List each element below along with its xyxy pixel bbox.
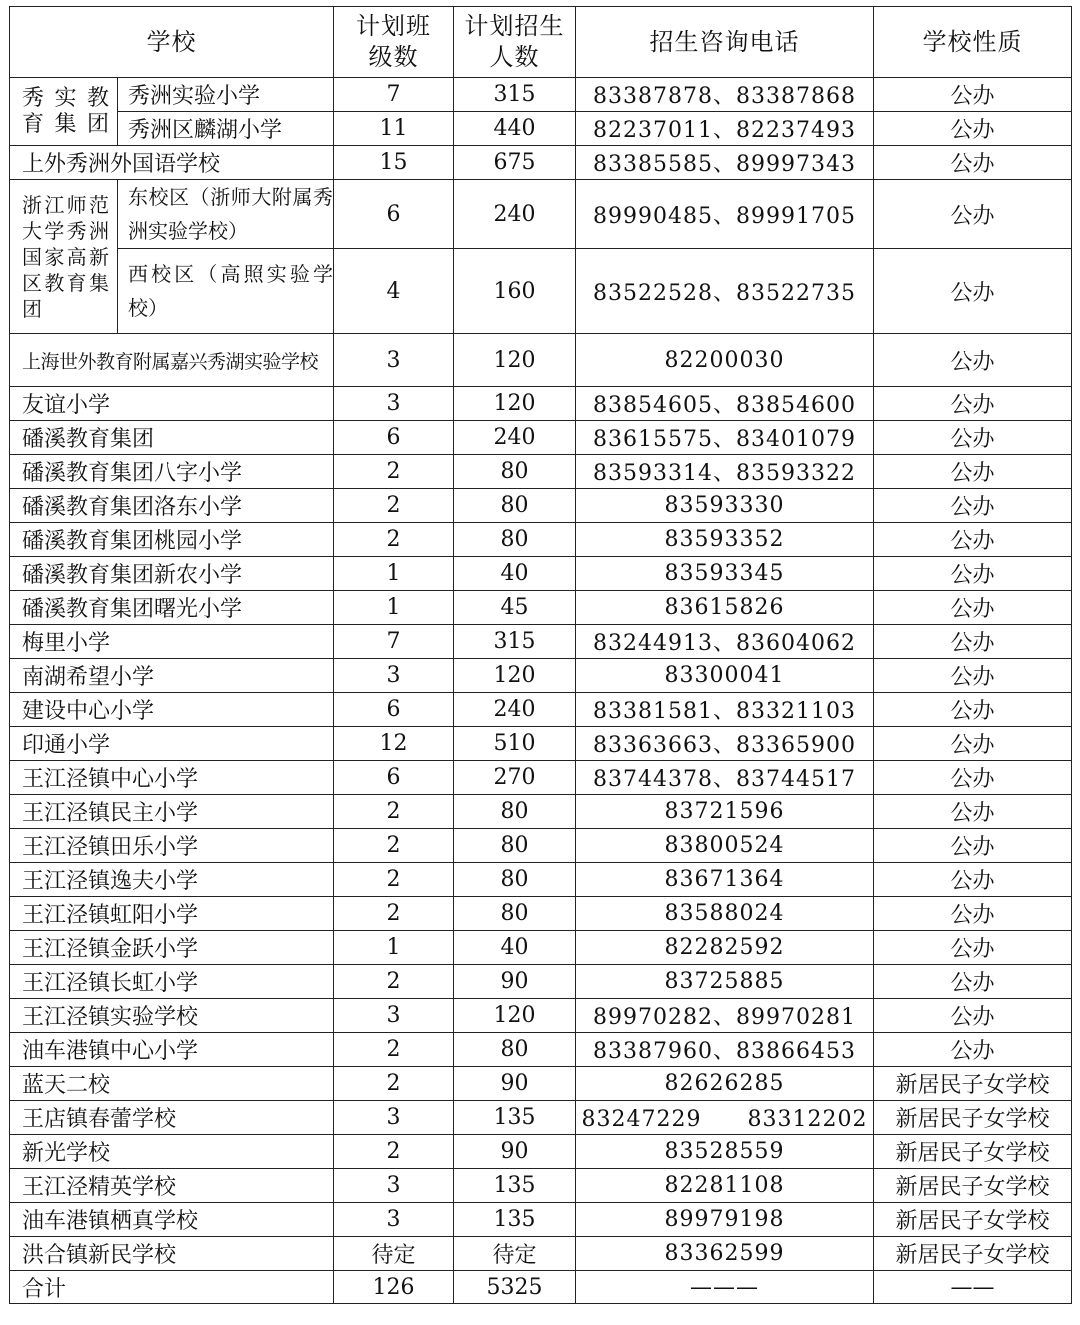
table-row xyxy=(10,659,1072,693)
phone-value: 83671364 xyxy=(576,863,874,897)
enroll-value: 90 xyxy=(454,965,576,999)
enroll-value: 675 xyxy=(454,146,576,180)
classes-value: 3 xyxy=(334,659,454,693)
phone-value: 83244913、83604062 xyxy=(576,625,874,659)
header-row xyxy=(10,7,1072,78)
table-row xyxy=(10,489,1072,523)
total-row xyxy=(10,1271,1072,1304)
enroll-value: 80 xyxy=(454,863,576,897)
type-value: 公办 xyxy=(874,965,1072,999)
school-name: 南湖希望小学 xyxy=(10,659,334,693)
school-name: 秀洲实验小学 xyxy=(118,78,334,112)
enroll-value: 80 xyxy=(454,489,576,523)
type-value: 公办 xyxy=(874,931,1072,965)
type-value: 公办 xyxy=(874,180,1072,249)
table-row xyxy=(10,625,1072,659)
classes-value: 6 xyxy=(334,761,454,795)
phone-value: 89979198 xyxy=(576,1203,874,1237)
table-row xyxy=(10,112,1072,146)
type-value: 公办 xyxy=(874,489,1072,523)
type-value: 公办 xyxy=(874,761,1072,795)
phone-value: 82626285 xyxy=(576,1067,874,1101)
classes-value: 6 xyxy=(334,180,454,249)
school-name: 上外秀洲外国语学校 xyxy=(10,146,334,180)
classes-value: 2 xyxy=(334,489,454,523)
table-row xyxy=(10,1101,1072,1135)
table-row xyxy=(10,387,1072,421)
table-row xyxy=(10,897,1072,931)
classes-value: 待定 xyxy=(334,1237,454,1271)
type-value: 公办 xyxy=(874,693,1072,727)
table-row xyxy=(10,863,1072,897)
table-row xyxy=(10,591,1072,625)
table-row xyxy=(10,523,1072,557)
table-row xyxy=(10,249,1072,334)
type-value: 公办 xyxy=(874,249,1072,334)
type-value: 新居民子女学校 xyxy=(874,1203,1072,1237)
school-name: 西校区（高照实验学校） xyxy=(118,249,334,334)
school-name: 王江泾镇田乐小学 xyxy=(10,829,334,863)
phone-value: 83800524 xyxy=(576,829,874,863)
enroll-value: 270 xyxy=(454,761,576,795)
enroll-value: 90 xyxy=(454,1135,576,1169)
school-name: 王江泾镇长虹小学 xyxy=(10,965,334,999)
enrollment-table xyxy=(9,6,1072,1304)
classes-value: 2 xyxy=(334,1033,454,1067)
header-school: 学校 xyxy=(10,7,334,78)
phone-value: 83528559 xyxy=(576,1135,874,1169)
classes-value: 2 xyxy=(334,965,454,999)
table-row xyxy=(10,999,1072,1033)
phone-value: 83300041 xyxy=(576,659,874,693)
enroll-value: 135 xyxy=(454,1203,576,1237)
type-value: 公办 xyxy=(874,863,1072,897)
school-name: 王店镇春蕾学校 xyxy=(10,1101,334,1135)
enroll-value: 240 xyxy=(454,693,576,727)
total-label: 合计 xyxy=(10,1271,334,1304)
classes-value: 1 xyxy=(334,931,454,965)
classes-value: 2 xyxy=(334,795,454,829)
total-classes: 126 xyxy=(334,1271,454,1304)
type-value: 公办 xyxy=(874,1033,1072,1067)
enroll-value: 135 xyxy=(454,1169,576,1203)
table-row xyxy=(10,761,1072,795)
school-name: 王江泾精英学校 xyxy=(10,1169,334,1203)
classes-value: 3 xyxy=(334,387,454,421)
enroll-value: 90 xyxy=(454,1067,576,1101)
school-name: 磻溪教育集团曙光小学 xyxy=(10,591,334,625)
classes-value: 1 xyxy=(334,557,454,591)
school-name: 王江泾镇民主小学 xyxy=(10,795,334,829)
table-row xyxy=(10,727,1072,761)
enroll-value: 240 xyxy=(454,180,576,249)
phone-value: 83593330 xyxy=(576,489,874,523)
table-row xyxy=(10,1033,1072,1067)
header-phone: 招生咨询电话 xyxy=(576,7,874,78)
enroll-value: 135 xyxy=(454,1101,576,1135)
classes-value: 2 xyxy=(334,1067,454,1101)
group-name-xiushi: 秀实教育集团 xyxy=(10,78,118,146)
phone-value: 83385585、89997343 xyxy=(576,146,874,180)
enroll-value: 80 xyxy=(454,455,576,489)
enroll-value: 120 xyxy=(454,387,576,421)
classes-value: 11 xyxy=(334,112,454,146)
school-name: 秀洲区麟湖小学 xyxy=(118,112,334,146)
phone-value: 83387878、83387868 xyxy=(576,78,874,112)
classes-value: 3 xyxy=(334,1169,454,1203)
classes-value: 4 xyxy=(334,249,454,334)
school-name: 磻溪教育集团洛东小学 xyxy=(10,489,334,523)
phone-value: 83387960、83866453 xyxy=(576,1033,874,1067)
type-value: 公办 xyxy=(874,455,1072,489)
table-row xyxy=(10,1169,1072,1203)
classes-value: 3 xyxy=(334,1101,454,1135)
enroll-value: 315 xyxy=(454,625,576,659)
phone-value: 82237011、82237493 xyxy=(576,112,874,146)
type-value: 公办 xyxy=(874,387,1072,421)
type-value: 公办 xyxy=(874,829,1072,863)
school-name: 油车港镇中心小学 xyxy=(10,1033,334,1067)
phone-value: 82282592 xyxy=(576,931,874,965)
total-phone: ——— xyxy=(576,1271,874,1304)
type-value: 公办 xyxy=(874,112,1072,146)
table-row xyxy=(10,1203,1072,1237)
enroll-value: 120 xyxy=(454,659,576,693)
school-name: 建设中心小学 xyxy=(10,693,334,727)
school-name: 磻溪教育集团新农小学 xyxy=(10,557,334,591)
table-row xyxy=(10,78,1072,112)
header-type: 学校性质 xyxy=(874,7,1072,78)
type-value: 公办 xyxy=(874,897,1072,931)
classes-value: 2 xyxy=(334,863,454,897)
phone-value: 83381581、83321103 xyxy=(576,693,874,727)
classes-value: 2 xyxy=(334,523,454,557)
enrollment-table-sheet xyxy=(9,6,1071,1304)
classes-value: 3 xyxy=(334,999,454,1033)
classes-value: 7 xyxy=(334,625,454,659)
enroll-value: 待定 xyxy=(454,1237,576,1271)
classes-value: 6 xyxy=(334,421,454,455)
type-value: 公办 xyxy=(874,625,1072,659)
enroll-value: 160 xyxy=(454,249,576,334)
table-row xyxy=(10,693,1072,727)
school-name: 王江泾镇金跃小学 xyxy=(10,931,334,965)
classes-value: 15 xyxy=(334,146,454,180)
enroll-value: 80 xyxy=(454,897,576,931)
school-name: 蓝天二校 xyxy=(10,1067,334,1101)
table-row xyxy=(10,965,1072,999)
classes-value: 12 xyxy=(334,727,454,761)
type-value: 公办 xyxy=(874,146,1072,180)
table-row xyxy=(10,557,1072,591)
school-name: 油车港镇栖真学校 xyxy=(10,1203,334,1237)
type-value: 新居民子女学校 xyxy=(874,1101,1072,1135)
type-value: 公办 xyxy=(874,523,1072,557)
table-row xyxy=(10,334,1072,387)
phone-value: 83522528、83522735 xyxy=(576,249,874,334)
enroll-value: 80 xyxy=(454,829,576,863)
enroll-value: 315 xyxy=(454,78,576,112)
classes-value: 2 xyxy=(334,1135,454,1169)
table-row xyxy=(10,180,1072,249)
phone-value: 83363663、83365900 xyxy=(576,727,874,761)
table-row xyxy=(10,1135,1072,1169)
enroll-value: 510 xyxy=(454,727,576,761)
phone-value: 83362599 xyxy=(576,1237,874,1271)
school-name: 上海世外教育附属嘉兴秀湖实验学校 xyxy=(10,334,334,387)
phone-value: 83854605、83854600 xyxy=(576,387,874,421)
total-enroll: 5325 xyxy=(454,1271,576,1304)
phone-value: 83247229 83312202 xyxy=(576,1101,874,1135)
school-name: 王江泾镇中心小学 xyxy=(10,761,334,795)
school-name: 王江泾镇逸夫小学 xyxy=(10,863,334,897)
school-name: 王江泾镇实验学校 xyxy=(10,999,334,1033)
school-name: 洪合镇新民学校 xyxy=(10,1237,334,1271)
enroll-value: 80 xyxy=(454,523,576,557)
school-name: 印通小学 xyxy=(10,727,334,761)
table-row xyxy=(10,421,1072,455)
type-value: 新居民子女学校 xyxy=(874,1169,1072,1203)
table-row xyxy=(10,795,1072,829)
total-type: —— xyxy=(874,1271,1072,1304)
type-value: 公办 xyxy=(874,659,1072,693)
table-row xyxy=(10,146,1072,180)
enroll-value: 40 xyxy=(454,931,576,965)
type-value: 公办 xyxy=(874,999,1072,1033)
phone-value: 83725885 xyxy=(576,965,874,999)
phone-value: 82281108 xyxy=(576,1169,874,1203)
table-row xyxy=(10,455,1072,489)
school-name: 磻溪教育集团 xyxy=(10,421,334,455)
phone-value: 83615826 xyxy=(576,591,874,625)
phone-value: 89990485、89991705 xyxy=(576,180,874,249)
school-name: 友谊小学 xyxy=(10,387,334,421)
phone-value: 83615575、83401079 xyxy=(576,421,874,455)
school-name: 新光学校 xyxy=(10,1135,334,1169)
enroll-value: 120 xyxy=(454,334,576,387)
type-value: 公办 xyxy=(874,591,1072,625)
type-value: 公办 xyxy=(874,78,1072,112)
type-value: 新居民子女学校 xyxy=(874,1067,1072,1101)
phone-value: 83744378、83744517 xyxy=(576,761,874,795)
phone-value: 83588024 xyxy=(576,897,874,931)
school-name: 王江泾镇虹阳小学 xyxy=(10,897,334,931)
group-name-zhejiang: 浙江师范大学秀洲国家高新区教育集团 xyxy=(10,180,118,334)
header-classes: 计划班级数 xyxy=(334,7,454,78)
classes-value: 6 xyxy=(334,693,454,727)
table-row xyxy=(10,1237,1072,1271)
school-name: 磻溪教育集团八字小学 xyxy=(10,455,334,489)
school-name: 梅里小学 xyxy=(10,625,334,659)
type-value: 公办 xyxy=(874,334,1072,387)
type-value: 新居民子女学校 xyxy=(874,1135,1072,1169)
enroll-value: 45 xyxy=(454,591,576,625)
table-row xyxy=(10,1067,1072,1101)
school-rows xyxy=(10,387,1072,1271)
enroll-value: 240 xyxy=(454,421,576,455)
classes-value: 3 xyxy=(334,1203,454,1237)
enroll-value: 80 xyxy=(454,1033,576,1067)
enroll-value: 40 xyxy=(454,557,576,591)
header-enroll: 计划招生人数 xyxy=(454,7,576,78)
school-name: 磻溪教育集团桃园小学 xyxy=(10,523,334,557)
classes-value: 1 xyxy=(334,591,454,625)
classes-value: 7 xyxy=(334,78,454,112)
phone-value: 83593352 xyxy=(576,523,874,557)
type-value: 公办 xyxy=(874,421,1072,455)
type-value: 公办 xyxy=(874,557,1072,591)
phone-value: 89970282、89970281 xyxy=(576,999,874,1033)
school-name: 东校区（浙师大附属秀洲实验学校） xyxy=(118,180,334,249)
classes-value: 3 xyxy=(334,334,454,387)
type-value: 公办 xyxy=(874,795,1072,829)
enroll-value: 120 xyxy=(454,999,576,1033)
classes-value: 2 xyxy=(334,829,454,863)
enroll-value: 80 xyxy=(454,795,576,829)
phone-value: 83593345 xyxy=(576,557,874,591)
classes-value: 2 xyxy=(334,897,454,931)
type-value: 公办 xyxy=(874,727,1072,761)
enroll-value: 440 xyxy=(454,112,576,146)
type-value: 新居民子女学校 xyxy=(874,1237,1072,1271)
table-row xyxy=(10,829,1072,863)
classes-value: 2 xyxy=(334,455,454,489)
phone-value: 83593314、83593322 xyxy=(576,455,874,489)
phone-value: 83721596 xyxy=(576,795,874,829)
table-row xyxy=(10,931,1072,965)
phone-value: 82200030 xyxy=(576,334,874,387)
